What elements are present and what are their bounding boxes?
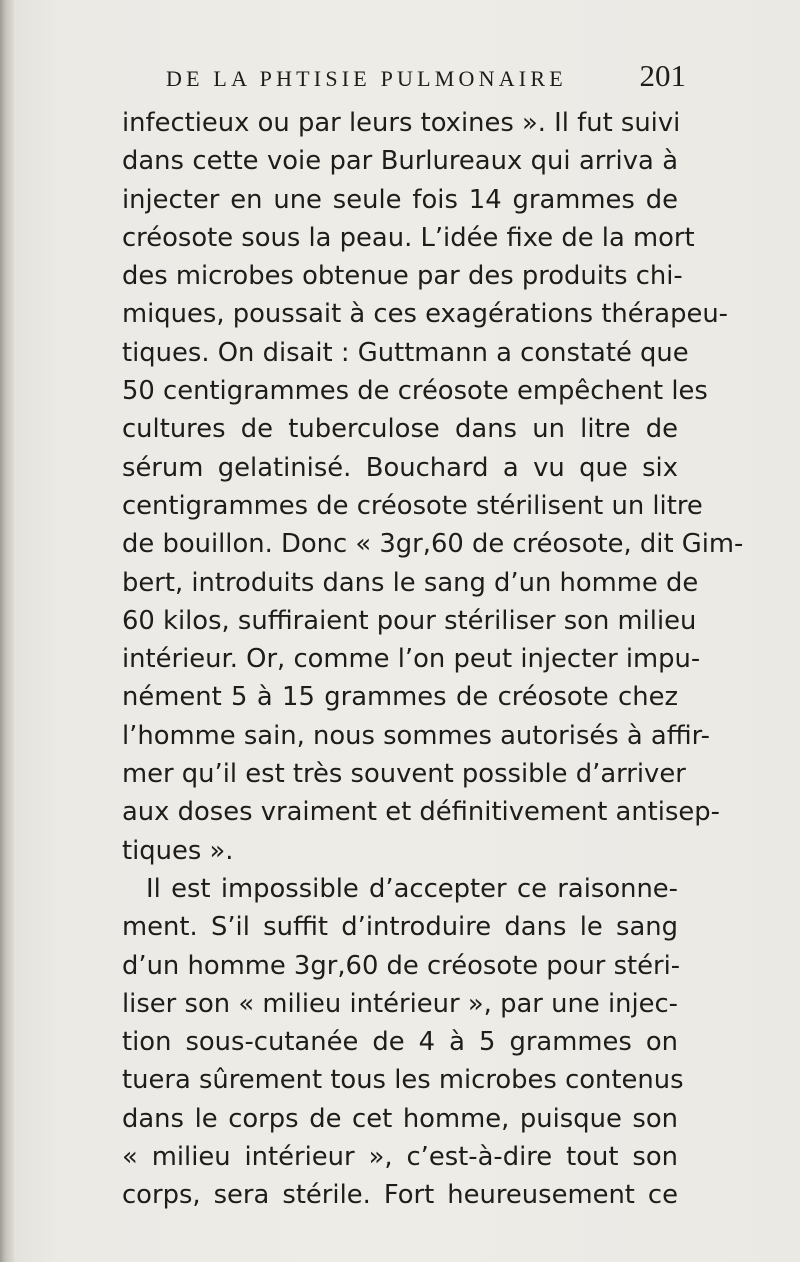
text-line: liser son « milieu intérieur », par une injec- (122, 988, 678, 1019)
text-line: cultures de tuberculose dans un litre de (122, 414, 678, 445)
text-line: dans le corps de cet homme, puisque son (122, 1103, 678, 1134)
text-line: bert, introduits dans le sang d’un homme de (122, 567, 699, 598)
body-text (122, 104, 744, 1215)
text-line: tuera sûrement tous les microbes contenus (122, 1065, 684, 1096)
text-line: tiques ». (122, 835, 234, 866)
text-line: sérum gelatinisé. Bouchard a vu que six (122, 452, 678, 483)
text-line: d’un homme 3gr,60 de créosote pour stéri- (122, 950, 681, 981)
text-line: 50 centigrammes de créosote empêchent les (122, 376, 708, 407)
page-binding-edge (0, 0, 14, 1262)
text-line: créosote sous la peau. L’idée fixe de la mort (122, 222, 695, 253)
text-line: « milieu intérieur », c’est-à-dire tout son (122, 1142, 678, 1173)
text-line: miques, poussait à ces exagérations thérapeu- (122, 299, 728, 330)
page-header (166, 58, 686, 98)
text-line: injecter en une seule fois 14 grammes de (122, 184, 678, 215)
text-line: corps, sera stérile. Fort heureusement ce (122, 1180, 678, 1211)
text-line: de bouillon. Donc « 3gr,60 de créosote, dit Gim- (122, 529, 744, 560)
running-title: DE LA PHTISIE PULMONAIRE (166, 66, 567, 91)
text-line: 60 kilos, suffiraient pour stériliser son milieu (122, 605, 697, 636)
text-line: nément 5 à 15 grammes de créosote chez (122, 682, 678, 713)
text-line: tion sous-cutanée de 4 à 5 grammes on (122, 1027, 678, 1058)
paragraph-start-line: Il est impossible d’accepter ce raisonne- (146, 873, 678, 904)
text-line: centigrammes de créosote stérilisent un litre (122, 490, 703, 521)
text-line: aux doses vraiment et définitivement antisep- (122, 797, 720, 828)
page-number: 201 (639, 58, 686, 93)
text-line: l’homme sain, nous sommes autorisés à affir- (122, 720, 710, 751)
text-line: tiques. On disait : Guttmann a constaté que (122, 337, 689, 368)
text-line: dans cette voie par Burlureaux qui arriva à (122, 146, 678, 177)
text-line: mer qu’il est très souvent possible d’arriver (122, 759, 686, 790)
text-line: intérieur. Or, comme l’on peut injecter impu- (122, 644, 701, 675)
text-line: infectieux ou par leurs toxines ». Il fut suivi (122, 108, 681, 138)
text-line: des microbes obtenue par des produits chi- (122, 261, 683, 292)
text-line: ment. S’il suffit d’introduire dans le sang (122, 912, 678, 943)
